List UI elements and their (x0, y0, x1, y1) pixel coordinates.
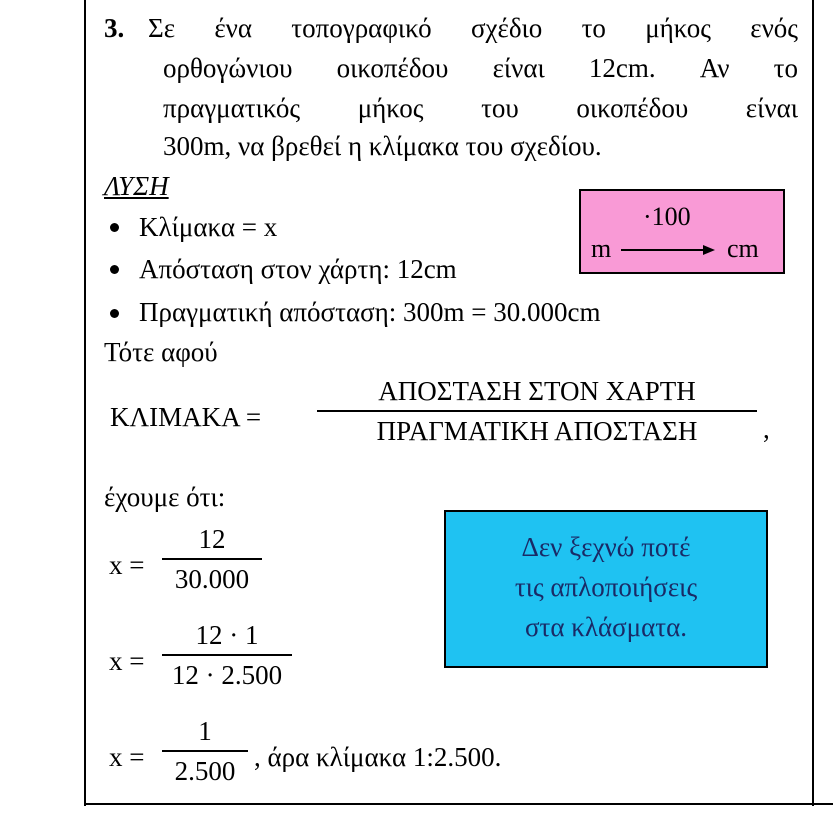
step3-numerator: 1 (198, 716, 212, 746)
step1-lhs: x = (109, 550, 145, 580)
bullet-real-distance: Πραγματική απόσταση: 300m = 30.000cm (139, 297, 601, 327)
step3-lhs: x = (109, 742, 145, 772)
solution-heading: ΛΥΣΗ (104, 171, 169, 201)
formula-denominator: ΠΡΑΓΜΑΤΙΚΗ ΑΠΟΣΤΑΣΗ (376, 416, 698, 446)
fraction-bar (317, 410, 757, 412)
step2-fraction (162, 620, 292, 690)
step1-denominator: 30.000 (174, 564, 250, 594)
problem-line-4: 300m, να βρεθεί η κλίμακα του σχεδίου. (163, 131, 602, 161)
step2-lhs: x = (109, 646, 145, 676)
step3-denominator: 2.500 (174, 756, 236, 786)
problem-number: 3. (104, 13, 125, 43)
problem-line-2: ορθογώνιου οικοπέδου είναι 12cm. Αν το (163, 53, 798, 83)
bullet-dot (110, 265, 119, 274)
conversion-factor: ·100 (643, 202, 691, 231)
fraction-bar (162, 750, 248, 752)
fraction-bar (162, 558, 262, 560)
step2-numerator: 12 · 1 (195, 620, 259, 650)
table-bottom-border (84, 803, 833, 805)
step3-conclusion: , άρα κλίμακα 1:2.500. (254, 742, 502, 772)
tip-line-1: Δεν ξεχνώ ποτέ (521, 532, 691, 562)
conversion-arrow-line (621, 249, 705, 251)
conversion-arrow-icon (703, 245, 715, 255)
bullet-map-distance: Απόσταση στον χάρτη: 12cm (139, 254, 457, 284)
formula-fraction (317, 376, 757, 446)
tip-box (444, 510, 768, 668)
tip-line-2: τις απλοποιήσεις (514, 572, 698, 602)
tip-line-3: στα κλάσματα. (524, 612, 688, 642)
then-text: Τότε αφού (104, 337, 218, 367)
problem-line-1: Σε ένα τοπογραφικό σχέδιο το μήκος ενός (148, 13, 798, 43)
bullet-dot (110, 309, 119, 318)
problem-line-3: πραγματικός μήκος του οικοπέδου είναι (163, 93, 798, 123)
step2-denominator: 12 · 2.500 (171, 660, 283, 690)
formula-lhs: ΚΛΙΜΑΚΑ = (110, 402, 262, 432)
formula-comma: , (763, 414, 770, 444)
step1-fraction (162, 524, 262, 594)
step3-fraction (162, 716, 248, 786)
bullet-scale: Κλίμακα = x (139, 212, 278, 242)
table-right-border (812, 0, 814, 806)
conversion-from-unit: m (591, 234, 612, 263)
table-left-border (84, 0, 86, 806)
step1-numerator: 12 (198, 524, 226, 554)
fraction-bar (162, 654, 292, 656)
bullet-dot (110, 223, 119, 232)
conversion-to-unit: cm (727, 234, 759, 263)
formula-numerator: ΑΠΟΣΤΑΣΗ ΣΤΟΝ ΧΑΡΤΗ (378, 376, 696, 406)
we-have-text: έχουμε ότι: (104, 482, 226, 512)
conversion-box (579, 189, 785, 274)
